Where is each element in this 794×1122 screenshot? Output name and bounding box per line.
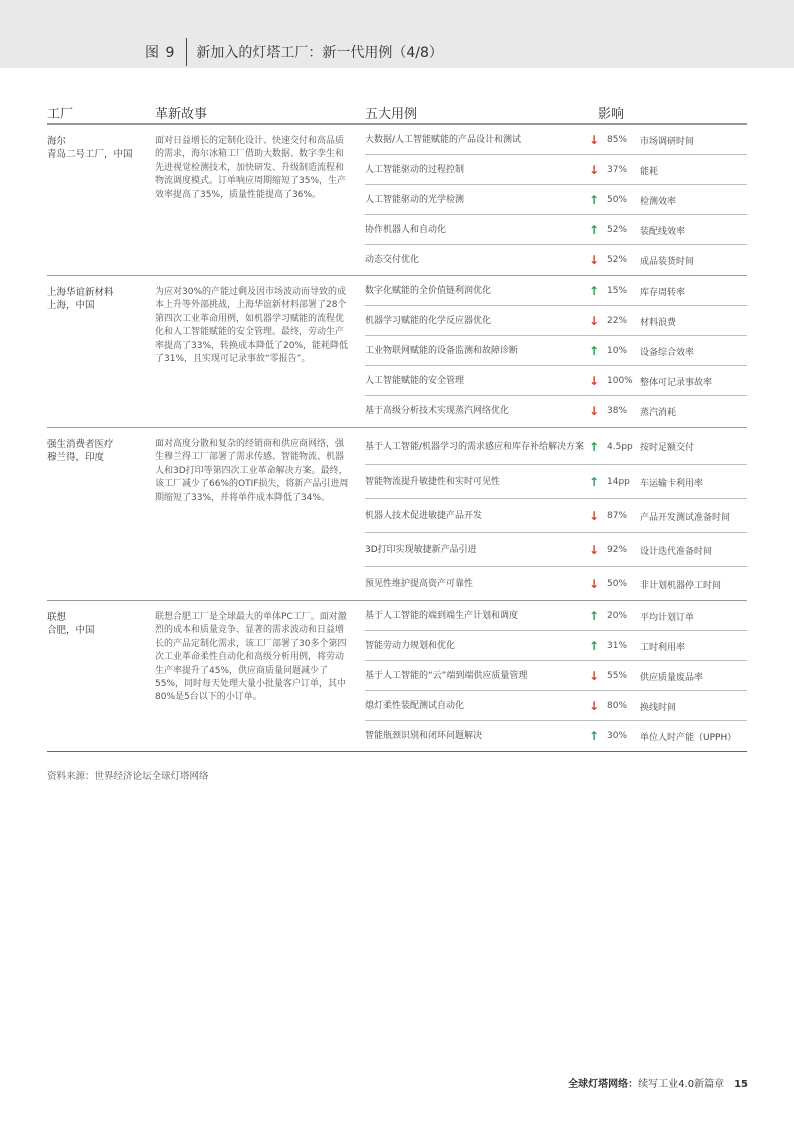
usecase-name: 熄灯柔性装配测试自动化 (365, 701, 465, 711)
impact-metric: 检测效率 (640, 196, 677, 207)
arrow-down-icon: ↓ (588, 577, 600, 591)
factory-name: 上海华谊新材料 (47, 287, 114, 298)
impact-value: 52% (607, 225, 628, 235)
factory-cell (47, 135, 147, 161)
arrow-down-icon: ↓ (588, 133, 600, 147)
factory-location: 合肥，中国 (47, 625, 95, 636)
impact-value: 52% (607, 255, 628, 265)
arrow-up-icon: ↑ (588, 475, 600, 489)
impact-value: 55% (607, 671, 628, 681)
impact-value: 50% (607, 195, 628, 205)
figure-title (145, 38, 443, 66)
factory-location: 上海，中国 (47, 300, 95, 311)
impact-value: 38% (607, 406, 628, 416)
footer-brand: 全球灯塔网络： (568, 1079, 639, 1090)
usecase-row (365, 631, 747, 661)
figure-label: 图 9 (145, 45, 176, 61)
column-header-impact: 影响 (598, 107, 625, 122)
usecase-row (365, 721, 747, 751)
impact-value: 15% (607, 286, 628, 296)
factory-name: 联想 (47, 612, 67, 623)
impact-metric: 换线时间 (640, 702, 677, 713)
usecase-name: 基于人工智能/机器学习的需求感应和库存补给解决方案 (365, 441, 585, 452)
arrow-up-icon: ↑ (588, 639, 600, 653)
impact-value: 20% (607, 611, 628, 621)
usecase-name: 工业物联网赋能的设备监测和故障诊断 (365, 346, 519, 356)
usecase-name: 人工智能赋能的安全管理 (365, 376, 465, 386)
usecase-name: 大数据/人工智能赋能的产品设计和测试 (365, 135, 522, 145)
impact-value: 30% (607, 731, 628, 741)
impact-value: 87% (607, 511, 628, 521)
impact-value: 14pp (607, 477, 630, 487)
factory-name: 海尔 (47, 136, 67, 147)
arrow-down-icon: ↓ (588, 699, 600, 713)
usecase-row (365, 185, 747, 215)
usecase-name: 人工智能驱动的光学检测 (365, 195, 465, 205)
impact-metric: 车运输卡利用率 (640, 478, 704, 489)
factory-cell (47, 438, 147, 464)
usecase-name: 预见性维护提高资产可靠性 (365, 579, 474, 589)
usecase-name: 基于人工智能的端到端生产计划和调度 (365, 611, 519, 621)
usecase-row (365, 336, 747, 366)
page-number: 15 (734, 1079, 748, 1090)
usecase-row (365, 428, 747, 465)
impact-value: 92% (607, 545, 628, 555)
impact-metric: 材料浪费 (640, 317, 677, 328)
impact-metric: 平均计划订单 (640, 612, 695, 623)
figure-title-text: 新加入的灯塔工厂：新一代用例（4/8） (196, 45, 443, 61)
usecase-name: 数字化赋能的全价值链利润优化 (365, 286, 492, 296)
story-text: 面对高度分散和复杂的经销商和供应商网络，强生穆兰得工厂部署了需求传感、智能物流、机器人和3D打印等第四次工业革命解决方案。最终，该工厂减少了66%的OTIF损失，将新产品引进周期缩短了33%，并将单件成本降低了34%。 (155, 439, 349, 503)
impact-value: 10% (607, 346, 628, 356)
story-text: 为应对30%的产能过剩及因市场波动而导致的成本上升等外部挑战，上海华谊新材料部署了28个第四次工业革命用例，如机器学习赋能的流程优化和人工智能赋能的安全管理。最终，劳动生产率提高了33%，转换成本降低了20%，能耗降低了31%，且实现可记录事故“零报告”。 (155, 287, 349, 365)
arrow-down-icon: ↓ (588, 669, 600, 683)
impact-metric: 非计划机器停工时间 (640, 580, 722, 591)
arrow-up-icon: ↑ (588, 609, 600, 623)
usecase-name: 智能瓶颈识别和闭环问题解决 (365, 731, 483, 741)
impact-value: 50% (607, 579, 628, 589)
arrow-up-icon: ↑ (588, 729, 600, 743)
story-text: 面对日益增长的定制化设计、快速交付和高品质的需求，海尔冰箱工厂借助大数据、数字孪生和先进视觉检测技术，加快研发、升级制造流程和物流调度模式。订单响应周期缩短了35%，生产效率提高了35%，质量性能提高了36%。 (155, 136, 347, 200)
usecase-name: 智能劳动力规划和优化 (365, 641, 456, 651)
arrow-down-icon: ↓ (588, 404, 600, 418)
footer-subtitle: 续写工业4.0新篇章 (638, 1079, 725, 1090)
usecase-name: 机器人技术促进敏捷产品开发 (365, 511, 483, 521)
source-note: 资料来源：世界经济论坛全球灯塔网络 (47, 771, 209, 782)
arrow-down-icon: ↓ (588, 374, 600, 388)
table-bottom-rule (47, 751, 747, 752)
usecase-name: 人工智能驱动的过程控制 (365, 165, 465, 175)
factory-cell (47, 611, 147, 637)
arrow-up-icon: ↑ (588, 284, 600, 298)
impact-metric: 设计迭代准备时间 (640, 546, 713, 557)
usecase-row (365, 215, 747, 245)
arrow-down-icon: ↓ (588, 314, 600, 328)
usecase-row (365, 533, 747, 567)
usecase-row (365, 125, 747, 155)
usecase-row (365, 661, 747, 691)
impact-metric: 成品装货时间 (640, 256, 695, 267)
arrow-up-icon: ↑ (588, 223, 600, 237)
factory-name: 强生消费者医疗 (47, 439, 114, 450)
factory-location: 青岛二号工厂，中国 (47, 149, 133, 160)
page-footer (568, 1075, 748, 1090)
arrow-down-icon: ↓ (588, 509, 600, 523)
impact-metric: 工时利用率 (640, 642, 686, 653)
impact-metric: 产品开发测试准备时间 (640, 512, 731, 523)
column-header-usecases: 五大用例 (365, 107, 418, 122)
impact-metric: 设备综合效率 (640, 347, 695, 358)
story-text: 联想合肥工厂是全球最大的单体PC工厂。面对激烈的成本和质量竞争、显著的需求波动和日益增长的产品定制化需求，该工厂部署了30多个第四次工业革命柔性自动化和高级分析用例，将劳动生产率提升了45%，供应商质量问题减少了55%，同时每天处理大量小批量客户订单，其中80%是5台以下的小订单。 (155, 612, 347, 703)
usecase-row (365, 396, 747, 426)
usecase-row (365, 245, 747, 275)
impact-metric: 整体可记录事故率 (640, 377, 713, 388)
usecase-name: 基于高级分析技术实现蒸汽网络优化 (365, 406, 510, 416)
arrow-down-icon: ↓ (588, 543, 600, 557)
arrow-down-icon: ↓ (588, 163, 600, 177)
arrow-up-icon: ↑ (588, 193, 600, 207)
impact-value: 80% (607, 701, 628, 711)
impact-metric: 库存周转率 (640, 287, 686, 298)
impact-metric: 装配线效率 (640, 226, 686, 237)
impact-metric: 蒸汽消耗 (640, 407, 677, 418)
impact-value: 4.5pp (607, 441, 633, 452)
impact-metric: 按时足额交付 (640, 443, 695, 453)
usecase-name: 基于人工智能的“云”端到端供应质量管理 (365, 671, 528, 681)
impact-metric: 市场调研时间 (640, 136, 695, 147)
impact-metric: 单位人时产能（UPPH） (640, 732, 737, 743)
impact-value: 22% (607, 316, 628, 326)
impact-value: 37% (607, 165, 628, 175)
impact-value: 85% (607, 135, 628, 145)
usecase-row (365, 276, 747, 306)
usecase-name: 3D打印实现敏捷新产品引进 (365, 545, 477, 555)
usecase-row (365, 691, 747, 721)
arrow-down-icon: ↓ (588, 253, 600, 267)
usecase-name: 协作机器人和自动化 (365, 225, 447, 235)
usecase-row (365, 465, 747, 499)
factory-cell (47, 286, 147, 312)
usecase-row (365, 499, 747, 533)
usecase-name: 动态交付优化 (365, 255, 420, 265)
usecase-row (365, 306, 747, 336)
impact-value: 100% (607, 376, 633, 386)
usecase-row (365, 366, 747, 396)
usecase-row (365, 601, 747, 631)
usecase-name: 智能物流提升敏捷性和实时可见性 (365, 477, 501, 487)
usecase-row (365, 567, 747, 601)
usecase-row (365, 155, 747, 185)
factory-location: 穆兰得，印度 (47, 452, 105, 463)
arrow-up-icon: ↑ (588, 344, 600, 358)
column-header-story: 革新故事 (155, 107, 208, 122)
arrow-up-icon: ↑ (588, 439, 600, 454)
impact-value: 31% (607, 641, 628, 651)
impact-metric: 能耗 (640, 166, 659, 177)
column-header-factory: 工厂 (47, 107, 74, 122)
usecase-name: 机器学习赋能的化学反应器优化 (365, 316, 492, 326)
figure-title-divider (186, 38, 187, 66)
impact-metric: 供应质量废品率 (640, 672, 704, 683)
